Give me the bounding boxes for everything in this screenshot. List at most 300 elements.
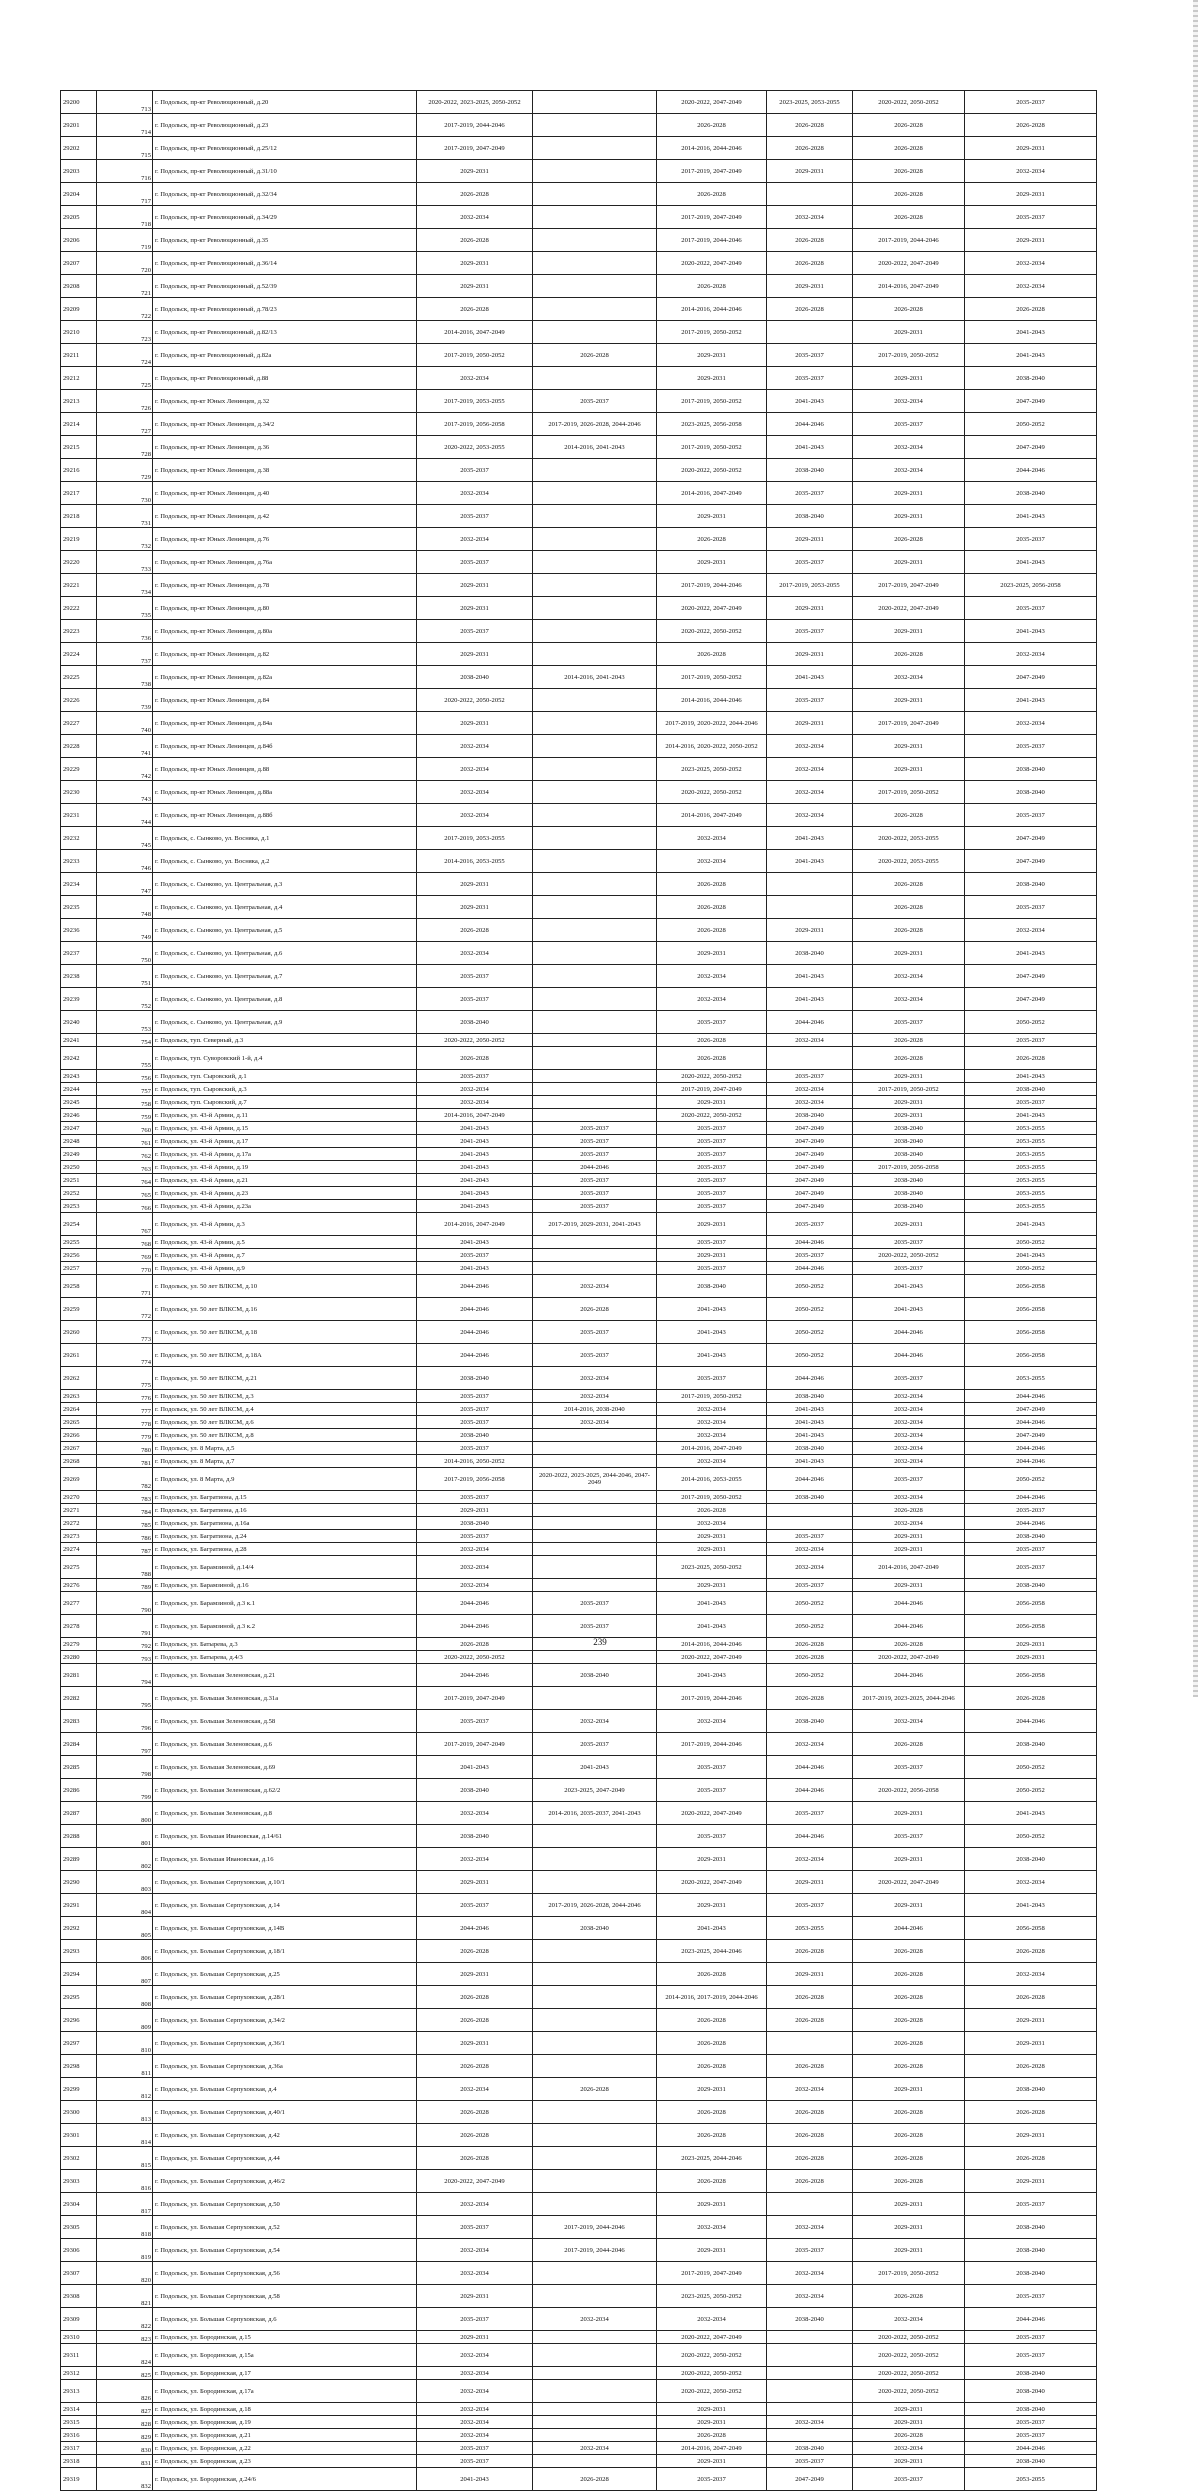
period-3-cell: 2026-2028 (657, 896, 767, 919)
period-3-cell: 2029-2031 (657, 2193, 767, 2216)
period-2-cell (533, 1249, 657, 1262)
period-3-cell: 2014-2016, 2047-2049 (657, 2442, 767, 2455)
row-id-cell: 29291 (61, 1894, 97, 1917)
period-3-cell: 2020-2022, 2047-2049 (657, 1651, 767, 1664)
period-6-cell: 2038-2040 (965, 758, 1097, 781)
table-row (61, 344, 1097, 367)
period-3-cell: 2023-2025, 2050-2052 (657, 2285, 767, 2308)
period-1-cell: 2032-2034 (417, 2380, 533, 2403)
item-number-cell: 772 (97, 1298, 153, 1321)
period-3-cell: 2014-2016, 2047-2049 (657, 1442, 767, 1455)
row-id-cell: 29245 (61, 1096, 97, 1109)
period-2-cell: 2026-2028 (533, 2468, 657, 2491)
period-3-cell: 2017-2019, 2044-2046 (657, 1733, 767, 1756)
period-1-cell: 2029-2031 (417, 275, 533, 298)
period-3-cell: 2041-2043 (657, 1592, 767, 1615)
period-5-cell: 2035-2037 (853, 1468, 965, 1491)
row-id-cell: 29316 (61, 2429, 97, 2442)
period-5-cell: 2026-2028 (853, 2429, 965, 2442)
table-row (61, 2331, 1097, 2344)
period-5-cell: 2017-2019, 2047-2049 (853, 574, 965, 597)
period-4-cell: 2038-2040 (767, 1109, 853, 1122)
period-6-cell: 2035-2037 (965, 2331, 1097, 2344)
period-1-cell: 2035-2037 (417, 1403, 533, 1416)
period-5-cell: 2029-2031 (853, 1543, 965, 1556)
table-row (61, 1321, 1097, 1344)
row-id-cell: 29246 (61, 1109, 97, 1122)
period-2-cell (533, 505, 657, 528)
period-3-cell: 2029-2031 (657, 551, 767, 574)
period-5-cell: 2029-2031 (853, 2193, 965, 2216)
period-5-cell: 2029-2031 (853, 1109, 965, 1122)
period-1-cell: 2041-2043 (417, 1262, 533, 1275)
period-4-cell: 2026-2028 (767, 137, 853, 160)
period-1-cell: 2038-2040 (417, 1825, 533, 1848)
period-3-cell: 2032-2034 (657, 1710, 767, 1733)
period-6-cell: 2035-2037 (965, 91, 1097, 114)
row-id-cell: 29257 (61, 1262, 97, 1275)
table-row (61, 827, 1097, 850)
table-row (61, 137, 1097, 160)
period-1-cell: 2032-2034 (417, 1556, 533, 1579)
address-cell: г. Подольск, ул. 50 лет ВЛКСМ, д.21 (153, 1367, 417, 1390)
item-number-cell: 786 (97, 1530, 153, 1543)
period-2-cell (533, 1442, 657, 1455)
address-cell: г. Подольск, ул. Большая Зеленовская, д.21 (153, 1664, 417, 1687)
period-3-cell: 2029-2031 (657, 1848, 767, 1871)
address-cell: г. Подольск, пр-кт Революционный, д.82а (153, 344, 417, 367)
row-id-cell: 29261 (61, 1344, 97, 1367)
period-2-cell (533, 735, 657, 758)
period-1-cell: 2026-2028 (417, 298, 533, 321)
address-cell: г. Подольск, ул. Багратиона, д.15 (153, 1491, 417, 1504)
row-id-cell: 29228 (61, 735, 97, 758)
period-5-cell: 2020-2022, 2047-2049 (853, 1871, 965, 1894)
period-2-cell (533, 873, 657, 896)
period-4-cell: 2050-2052 (767, 1298, 853, 1321)
period-1-cell: 2035-2037 (417, 551, 533, 574)
period-6-cell: 2050-2052 (965, 1825, 1097, 1848)
period-2-cell: 2032-2034 (533, 1710, 657, 1733)
row-id-cell: 29254 (61, 1213, 97, 1236)
period-5-cell: 2038-2040 (853, 1122, 965, 1135)
item-number-cell: 802 (97, 1848, 153, 1871)
period-1-cell: 2032-2034 (417, 735, 533, 758)
period-6-cell: 2053-2055 (965, 1135, 1097, 1148)
address-cell: г. Подольск, ул. Большая Серпуховская, д.6 (153, 2308, 417, 2331)
period-6-cell: 2038-2040 (965, 2367, 1097, 2380)
item-number-cell: 816 (97, 2170, 153, 2193)
period-3-cell: 2041-2043 (657, 1917, 767, 1940)
table-row (61, 2147, 1097, 2170)
table-row (61, 735, 1097, 758)
period-4-cell: 2047-2049 (767, 1122, 853, 1135)
period-3-cell: 2032-2034 (657, 2216, 767, 2239)
address-cell: г. Подольск, ул. 50 лет ВЛКСМ, д.8 (153, 1429, 417, 1442)
row-id-cell: 29267 (61, 1442, 97, 1455)
period-3-cell: 2014-2016, 2047-2049 (657, 482, 767, 505)
period-1-cell: 2038-2040 (417, 1517, 533, 1530)
table-row (61, 1249, 1097, 1262)
period-2-cell (533, 183, 657, 206)
table-row (61, 1367, 1097, 1390)
period-3-cell: 2029-2031 (657, 1530, 767, 1543)
period-4-cell: 2044-2046 (767, 1825, 853, 1848)
address-cell: г. Подольск, ул. 50 лет ВЛКСМ, д.18 (153, 1321, 417, 1344)
item-number-cell: 714 (97, 114, 153, 137)
period-5-cell: 2026-2028 (853, 2285, 965, 2308)
period-5-cell: 2044-2046 (853, 1664, 965, 1687)
period-1-cell: 2029-2031 (417, 597, 533, 620)
item-number-cell: 817 (97, 2193, 153, 2216)
period-4-cell (767, 321, 853, 344)
row-id-cell: 29279 (61, 1638, 97, 1651)
period-1-cell: 2032-2034 (417, 2262, 533, 2285)
table-row (61, 1187, 1097, 1200)
address-cell: г. Подольск, пр-кт Юных Ленинцев, д.76 (153, 528, 417, 551)
item-number-cell: 739 (97, 689, 153, 712)
period-6-cell: 2035-2037 (965, 597, 1097, 620)
period-6-cell: 2032-2034 (965, 1871, 1097, 1894)
period-3-cell: 2032-2034 (657, 988, 767, 1011)
address-cell: г. Подольск, ул. 43-й Армии, д.23а (153, 1200, 417, 1213)
row-id-cell: 29204 (61, 183, 97, 206)
period-3-cell: 2035-2037 (657, 1756, 767, 1779)
address-cell: г. Подольск, ул. 43-й Армии, д.21 (153, 1174, 417, 1187)
period-5-cell: 2029-2031 (853, 321, 965, 344)
item-number-cell: 805 (97, 1917, 153, 1940)
period-4-cell: 2029-2031 (767, 275, 853, 298)
period-5-cell: 2026-2028 (853, 1733, 965, 1756)
period-5-cell: 2020-2022, 2050-2052 (853, 2367, 965, 2380)
period-2-cell (533, 2367, 657, 2380)
period-5-cell: 2020-2022, 2047-2049 (853, 1651, 965, 1664)
period-1-cell: 2032-2034 (417, 1083, 533, 1096)
period-3-cell: 2026-2028 (657, 2055, 767, 2078)
period-3-cell: 2032-2034 (657, 1403, 767, 1416)
period-6-cell: 2050-2052 (965, 1011, 1097, 1034)
address-cell: г. Подольск, ул. Большая Зеленовская, д.58 (153, 1710, 417, 1733)
period-4-cell: 2035-2037 (767, 1070, 853, 1083)
period-2-cell: 2017-2019, 2044-2046 (533, 2216, 657, 2239)
address-cell: г. Подольск, туп. Северный, д.3 (153, 1034, 417, 1047)
row-id-cell: 29306 (61, 2239, 97, 2262)
item-number-cell: 715 (97, 137, 153, 160)
period-1-cell: 2029-2031 (417, 2032, 533, 2055)
period-2-cell: 2017-2019, 2026-2028, 2044-2046 (533, 413, 657, 436)
period-1-cell: 2014-2016, 2053-2055 (417, 850, 533, 873)
row-id-cell: 29284 (61, 1733, 97, 1756)
period-3-cell: 2020-2022, 2050-2052 (657, 1070, 767, 1083)
period-2-cell (533, 2124, 657, 2147)
table-row (61, 988, 1097, 1011)
row-id-cell: 29260 (61, 1321, 97, 1344)
period-1-cell: 2020-2022, 2053-2055 (417, 436, 533, 459)
period-4-cell: 2023-2025, 2053-2055 (767, 91, 853, 114)
table-row (61, 574, 1097, 597)
item-number-cell: 736 (97, 620, 153, 643)
address-cell: г. Подольск, с. Сынково, ул. Центральная, д.6 (153, 942, 417, 965)
row-id-cell: 29266 (61, 1429, 97, 1442)
item-number-cell: 717 (97, 183, 153, 206)
period-6-cell: 2038-2040 (965, 2216, 1097, 2239)
period-5-cell: 2029-2031 (853, 367, 965, 390)
period-6-cell: 2038-2040 (965, 2380, 1097, 2403)
period-1-cell: 2035-2037 (417, 1070, 533, 1083)
period-6-cell: 2038-2040 (965, 2455, 1097, 2468)
row-id-cell: 29295 (61, 1986, 97, 2009)
period-3-cell: 2020-2022, 2050-2052 (657, 2344, 767, 2367)
item-number-cell: 742 (97, 758, 153, 781)
row-id-cell: 29288 (61, 1825, 97, 1848)
period-6-cell: 2050-2052 (965, 413, 1097, 436)
address-cell: г. Подольск, туп. Сыровский, д.7 (153, 1096, 417, 1109)
period-5-cell: 2014-2016, 2047-2049 (853, 275, 965, 298)
row-id-cell: 29237 (61, 942, 97, 965)
row-id-cell: 29222 (61, 597, 97, 620)
period-1-cell: 2029-2031 (417, 873, 533, 896)
row-id-cell: 29315 (61, 2416, 97, 2429)
address-cell: г. Подольск, ул. Бородинская, д.24/6 (153, 2468, 417, 2491)
table-row (61, 2380, 1097, 2403)
period-5-cell: 2038-2040 (853, 1148, 965, 1161)
period-3-cell: 2014-2016, 2017-2019, 2044-2046 (657, 1986, 767, 2009)
period-6-cell: 2026-2028 (965, 2055, 1097, 2078)
period-1-cell: 2038-2040 (417, 1429, 533, 1442)
table-row (61, 2262, 1097, 2285)
period-4-cell (767, 2032, 853, 2055)
row-id-cell: 29217 (61, 482, 97, 505)
period-2-cell (533, 160, 657, 183)
address-cell: г. Подольск, ул. Большая Серпуховская, д.58 (153, 2285, 417, 2308)
address-cell: г. Подольск, пр-кт Юных Ленинцев, д.34/2 (153, 413, 417, 436)
period-6-cell: 2029-2031 (965, 2009, 1097, 2032)
period-2-cell (533, 114, 657, 137)
period-5-cell: 2029-2031 (853, 1530, 965, 1543)
period-5-cell: 2032-2034 (853, 1455, 965, 1468)
period-3-cell: 2041-2043 (657, 1344, 767, 1367)
period-3-cell: 2035-2037 (657, 1148, 767, 1161)
period-4-cell: 2026-2028 (767, 1940, 853, 1963)
address-cell: г. Подольск, ул. Большая Зеленовская, д.6 (153, 1733, 417, 1756)
address-cell: г. Подольск, пр-кт Юных Ленинцев, д.32 (153, 390, 417, 413)
period-6-cell: 2035-2037 (965, 206, 1097, 229)
period-2-cell (533, 597, 657, 620)
row-id-cell: 29301 (61, 2124, 97, 2147)
period-5-cell: 2026-2028 (853, 919, 965, 942)
period-3-cell: 2017-2019, 2047-2049 (657, 206, 767, 229)
period-1-cell: 2035-2037 (417, 1491, 533, 1504)
item-number-cell: 735 (97, 597, 153, 620)
period-6-cell: 2044-2046 (965, 1455, 1097, 1468)
address-cell: г. Подольск, ул. 50 лет ВЛКСМ, д.18А (153, 1344, 417, 1367)
period-1-cell: 2026-2028 (417, 2147, 533, 2170)
item-number-cell: 744 (97, 804, 153, 827)
period-3-cell: 2032-2034 (657, 2308, 767, 2331)
period-4-cell: 2047-2049 (767, 1135, 853, 1148)
period-1-cell: 2017-2019, 2056-2058 (417, 1468, 533, 1491)
period-3-cell: 2029-2031 (657, 2416, 767, 2429)
period-2-cell (533, 252, 657, 275)
item-number-cell: 800 (97, 1802, 153, 1825)
period-5-cell: 2017-2019, 2056-2058 (853, 1161, 965, 1174)
period-1-cell: 2020-2022, 2047-2049 (417, 2170, 533, 2193)
row-id-cell: 29226 (61, 689, 97, 712)
period-6-cell: 2035-2037 (965, 804, 1097, 827)
item-number-cell: 720 (97, 252, 153, 275)
table-row (61, 1530, 1097, 1543)
item-number-cell: 825 (97, 2367, 153, 2380)
period-5-cell: 2026-2028 (853, 114, 965, 137)
period-3-cell: 2017-2019, 2020-2022, 2044-2046 (657, 712, 767, 735)
period-5-cell: 2041-2043 (853, 1298, 965, 1321)
period-6-cell: 2023-2025, 2056-2058 (965, 574, 1097, 597)
period-1-cell: 2032-2034 (417, 942, 533, 965)
item-number-cell: 790 (97, 1592, 153, 1615)
period-5-cell: 2032-2034 (853, 2442, 965, 2455)
table-row (61, 229, 1097, 252)
period-6-cell: 2035-2037 (965, 2416, 1097, 2429)
period-5-cell: 2038-2040 (853, 1135, 965, 1148)
row-id-cell: 29290 (61, 1871, 97, 1894)
period-2-cell: 2035-2037 (533, 1592, 657, 1615)
period-4-cell: 2044-2046 (767, 1236, 853, 1249)
period-1-cell: 2041-2043 (417, 1236, 533, 1249)
address-cell: г. Подольск, пр-кт Революционный, д.82/13 (153, 321, 417, 344)
period-5-cell: 2020-2022, 2050-2052 (853, 91, 965, 114)
period-1-cell: 2044-2046 (417, 1321, 533, 1344)
period-4-cell: 2044-2046 (767, 1468, 853, 1491)
period-6-cell: 2056-2058 (965, 1592, 1097, 1615)
period-3-cell: 2023-2025, 2056-2058 (657, 413, 767, 436)
period-2-cell (533, 620, 657, 643)
period-5-cell: 2035-2037 (853, 1262, 965, 1275)
period-1-cell: 2017-2019, 2047-2049 (417, 1687, 533, 1710)
item-number-cell: 718 (97, 206, 153, 229)
address-cell: г. Подольск, пр-кт Революционный, д.52/39 (153, 275, 417, 298)
item-number-cell: 755 (97, 1047, 153, 1070)
row-id-cell: 29236 (61, 919, 97, 942)
period-3-cell: 2032-2034 (657, 965, 767, 988)
row-id-cell: 29213 (61, 390, 97, 413)
period-2-cell (533, 206, 657, 229)
period-2-cell: 2035-2037 (533, 1135, 657, 1148)
period-5-cell: 2032-2034 (853, 965, 965, 988)
period-6-cell: 2050-2052 (965, 1262, 1097, 1275)
table-row (61, 206, 1097, 229)
table-row (61, 758, 1097, 781)
period-6-cell: 2047-2049 (965, 988, 1097, 1011)
period-4-cell: 2041-2043 (767, 827, 853, 850)
address-cell: г. Подольск, ул. Багратиона, д.16а (153, 1517, 417, 1530)
period-4-cell: 2032-2034 (767, 1556, 853, 1579)
address-cell: г. Подольск, ул. 43-й Армии, д.15 (153, 1122, 417, 1135)
period-2-cell: 2032-2034 (533, 2308, 657, 2331)
period-1-cell: 2035-2037 (417, 1249, 533, 1262)
period-1-cell: 2026-2028 (417, 2009, 533, 2032)
period-2-cell: 2038-2040 (533, 1917, 657, 1940)
period-5-cell: 2029-2031 (853, 2403, 965, 2416)
row-id-cell: 29293 (61, 1940, 97, 1963)
period-1-cell: 2032-2034 (417, 2239, 533, 2262)
period-4-cell: 2050-2052 (767, 1615, 853, 1638)
period-6-cell: 2053-2055 (965, 1122, 1097, 1135)
address-cell: г. Подольск, ул. 43-й Армии, д.11 (153, 1109, 417, 1122)
period-5-cell: 2044-2046 (853, 1344, 965, 1367)
row-id-cell: 29269 (61, 1468, 97, 1491)
period-3-cell: 2020-2022, 2047-2049 (657, 1871, 767, 1894)
item-number-cell: 770 (97, 1262, 153, 1275)
period-4-cell: 2026-2028 (767, 2147, 853, 2170)
period-1-cell: 2014-2016, 2047-2049 (417, 321, 533, 344)
address-cell: г. Подольск, ул. Батырева, д.3 (153, 1638, 417, 1651)
period-2-cell: 2032-2034 (533, 1390, 657, 1403)
period-1-cell: 2041-2043 (417, 1135, 533, 1148)
period-2-cell (533, 1109, 657, 1122)
row-id-cell: 29209 (61, 298, 97, 321)
table-row (61, 919, 1097, 942)
period-2-cell (533, 942, 657, 965)
address-cell: г. Подольск, туп. Сыровский, д.1 (153, 1070, 417, 1083)
row-id-cell: 29280 (61, 1651, 97, 1664)
table-row (61, 2308, 1097, 2331)
period-4-cell: 2047-2049 (767, 1200, 853, 1213)
period-4-cell: 2038-2040 (767, 1442, 853, 1455)
period-4-cell: 2032-2034 (767, 1083, 853, 1096)
period-6-cell: 2053-2055 (965, 2468, 1097, 2491)
period-3-cell: 2020-2022, 2047-2049 (657, 1802, 767, 1825)
period-6-cell: 2056-2058 (965, 1321, 1097, 1344)
row-id-cell: 29201 (61, 114, 97, 137)
period-2-cell (533, 689, 657, 712)
address-cell: г. Подольск, пр-кт Революционный, д.20 (153, 91, 417, 114)
period-6-cell: 2053-2055 (965, 1200, 1097, 1213)
row-id-cell: 29219 (61, 528, 97, 551)
table-row (61, 1986, 1097, 2009)
period-4-cell: 2038-2040 (767, 2308, 853, 2331)
period-4-cell: 2050-2052 (767, 1321, 853, 1344)
row-id-cell: 29207 (61, 252, 97, 275)
address-cell: г. Подольск, ул. Барамзиной, д.14/4 (153, 1556, 417, 1579)
row-id-cell: 29211 (61, 344, 97, 367)
period-3-cell: 2035-2037 (657, 1779, 767, 1802)
table-row (61, 1135, 1097, 1148)
period-4-cell: 2032-2034 (767, 804, 853, 827)
address-cell: г. Подольск, ул. Барамзиной, д.3 к.2 (153, 1615, 417, 1638)
row-id-cell: 29210 (61, 321, 97, 344)
item-number-cell: 783 (97, 1491, 153, 1504)
period-4-cell: 2026-2028 (767, 2101, 853, 2124)
item-number-cell: 751 (97, 965, 153, 988)
period-4-cell (767, 2367, 853, 2380)
address-cell: г. Подольск, ул. 50 лет ВЛКСМ, д.16 (153, 1298, 417, 1321)
table-row (61, 1236, 1097, 1249)
table-row (61, 666, 1097, 689)
period-4-cell: 2032-2034 (767, 206, 853, 229)
period-2-cell (533, 1517, 657, 1530)
address-cell: г. Подольск, пр-кт Юных Ленинцев, д.84а (153, 712, 417, 735)
row-id-cell: 29203 (61, 160, 97, 183)
period-4-cell: 2035-2037 (767, 1894, 853, 1917)
table-row (61, 2216, 1097, 2239)
period-2-cell: 2032-2034 (533, 1275, 657, 1298)
period-4-cell (767, 1047, 853, 1070)
period-1-cell: 2032-2034 (417, 781, 533, 804)
row-id-cell: 29309 (61, 2308, 97, 2331)
period-5-cell: 2017-2019, 2050-2052 (853, 2262, 965, 2285)
period-3-cell: 2035-2037 (657, 2468, 767, 2491)
table-row (61, 1940, 1097, 1963)
